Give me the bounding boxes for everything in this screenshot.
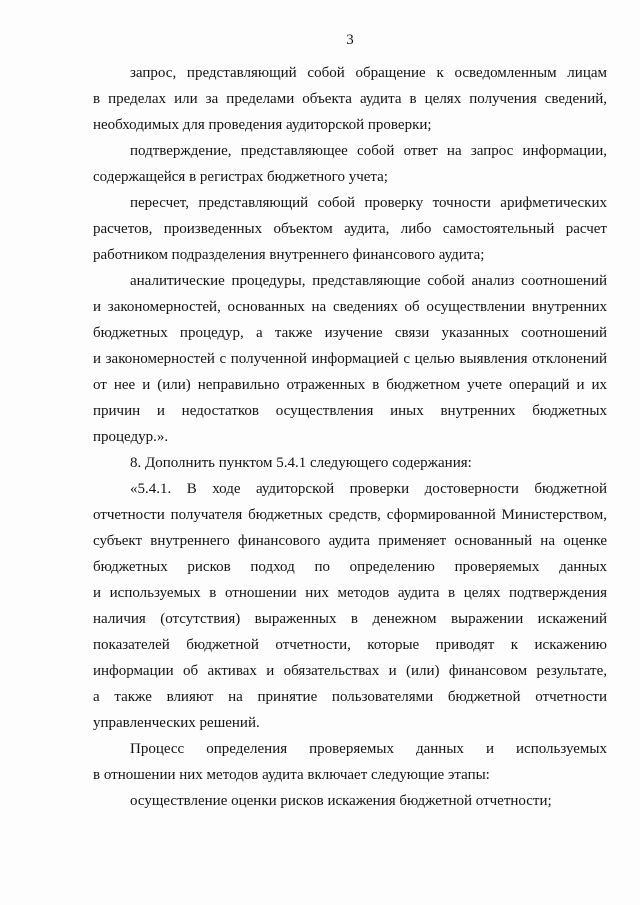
text-line: необходимых для проведения аудиторской проверки; bbox=[93, 117, 432, 133]
document-body bbox=[93, 60, 607, 814]
text-line: запрос, представляющий собой обращение к осведомленным лицам bbox=[130, 65, 607, 81]
text-line: показателей бюджетной отчетности, которые приводят к искажению bbox=[93, 637, 607, 653]
text-line: бюджетных рисков подход по определению проверяемых данных bbox=[93, 559, 607, 575]
page-number: 3 bbox=[346, 32, 354, 48]
text-line: процедур.». bbox=[93, 429, 169, 445]
text-line: осуществление оценки рисков искажения бюджетной отчетности; bbox=[130, 793, 552, 809]
text-line: работником подразделения внутреннего финансового аудита; bbox=[93, 247, 485, 263]
text-line: а также влияют на принятие пользователями бюджетной отчетности bbox=[93, 689, 607, 705]
text-line: 8. Дополнить пунктом 5.4.1 следующего содержания: bbox=[130, 455, 472, 471]
text-line: в отношении них методов аудита включает следующие этапы: bbox=[93, 767, 490, 783]
text-line: пересчет, представляющий собой проверку точности арифметических bbox=[130, 195, 607, 211]
text-line: отчетности получателя бюджетных средств, сформированной Министерством, bbox=[93, 507, 607, 523]
paragraph-analytical-procedures bbox=[93, 268, 607, 450]
paragraph-process bbox=[93, 736, 607, 788]
text-line: и закономерностей с полученной информацией с целью выявления отклонений bbox=[93, 351, 607, 367]
text-line: Процесс определения проверяемых данных и используемых bbox=[130, 741, 607, 757]
text-line: расчетов, произведенных объектом аудита, либо самостоятельный расчет bbox=[93, 221, 607, 237]
text-line: информации об активах и обязательствах и (или) финансовом результате, bbox=[93, 663, 607, 679]
paragraph-confirmation bbox=[93, 138, 607, 190]
paragraph-request bbox=[93, 60, 607, 138]
text-line: подтверждение, представляющее собой ответ на запрос информации, bbox=[130, 143, 607, 159]
paragraph-recalculation bbox=[93, 190, 607, 268]
text-line: наличия (отсутствия) выраженных в денежном выражении искажений bbox=[93, 611, 607, 627]
text-line: и используемых в отношении них методов аудита в целях подтверждения bbox=[93, 585, 607, 601]
paragraph-risk-assessment bbox=[93, 788, 607, 814]
text-line: аналитические процедуры, представляющие собой анализ соотношений bbox=[130, 273, 607, 289]
text-line: и закономерностей, основанных на сведениях об осуществлении внутренних bbox=[93, 299, 607, 315]
paragraph-clause-5-4-1 bbox=[93, 476, 607, 736]
paragraph-item-8 bbox=[93, 450, 607, 476]
text-line: содержащейся в регистрах бюджетного учета; bbox=[93, 169, 388, 185]
text-line: причин и недостатков осуществления иных внутренних бюджетных bbox=[93, 403, 607, 419]
text-line: «5.4.1. В ходе аудиторской проверки достоверности бюджетной bbox=[130, 481, 607, 497]
text-line: бюджетных процедур, а также изучение связи указанных соотношений bbox=[93, 325, 607, 341]
text-line: в пределах или за пределами объекта аудита в целях получения сведений, bbox=[93, 91, 607, 107]
text-line: от нее и (или) неправильно отраженных в бюджетном учете операций и их bbox=[93, 377, 607, 393]
text-line: управленческих решений. bbox=[93, 715, 260, 731]
text-line: субъект внутреннего финансового аудита применяет основанный на оценке bbox=[93, 533, 607, 549]
